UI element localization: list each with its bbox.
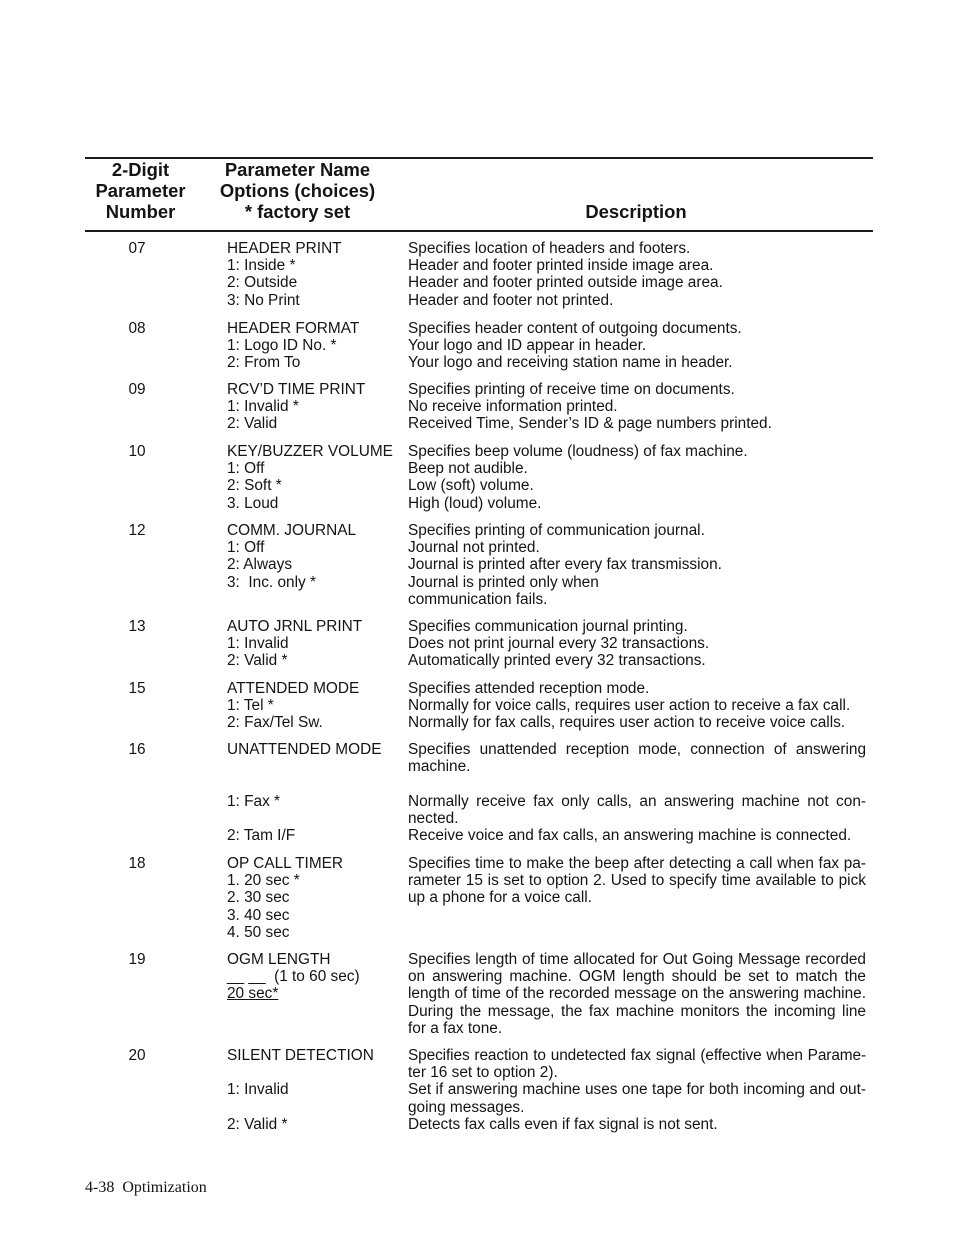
description-line: Specifies beep volume (loudness) of fax machine. <box>408 442 748 460</box>
option-line: 2: Always <box>227 556 293 574</box>
option-line: 1: Fax * <box>227 792 281 810</box>
option-line: AUTO JRNL PRINT <box>227 617 363 635</box>
description-line: Automatically printed every 32 transactions. <box>408 652 706 670</box>
parameter-description <box>408 240 866 310</box>
option-line: 2: Tam I/F <box>227 827 296 845</box>
option-line: 1: Invalid <box>227 1081 289 1099</box>
parameter-number: 08 <box>128 319 146 337</box>
description-line: length of time of the recorded message on the answering machine. <box>408 985 866 1003</box>
option-line: RCV’D TIME PRINT <box>227 380 366 398</box>
option-line: 2: From To <box>227 354 301 372</box>
option-line: OP CALL TIMER <box>227 854 344 872</box>
option-line: UNATTENDED MODE <box>227 740 382 758</box>
option-line: 4. 50 sec <box>227 924 290 942</box>
table-header-rule <box>85 230 873 232</box>
column-header-line: Number <box>105 200 176 222</box>
description-line: Header and footer printed outside image area. <box>408 274 723 292</box>
parameter-number: 19 <box>128 950 146 968</box>
description-line: Specifies communication journal printing. <box>408 617 688 635</box>
parameter-description <box>408 618 866 670</box>
description-line: No receive information printed. <box>408 397 618 415</box>
parameter-number: 12 <box>128 521 146 539</box>
parameter-number: 18 <box>128 854 146 872</box>
description-line: Your logo and receiving station name in header. <box>408 354 733 372</box>
description-line: rameter 15 is set to option 2. Used to specify time available to pick <box>408 871 866 889</box>
description-line: Header and footer printed inside image area. <box>408 256 714 274</box>
description-line: Header and footer not printed. <box>408 291 614 309</box>
description-line: for a fax tone. <box>408 1020 503 1038</box>
parameter-options <box>227 240 405 310</box>
parameter-description <box>408 680 866 732</box>
option-line: 2: Valid * <box>227 652 288 670</box>
option-line: COMM. JOURNAL <box>227 521 357 539</box>
parameter-options <box>227 443 405 513</box>
parameter-description <box>408 951 866 1038</box>
parameter-options <box>227 1047 405 1134</box>
description-line: ter 16 set to option 2). <box>408 1063 558 1081</box>
description-line: Normally for voice calls, requires user action to receive a fax call. <box>408 696 851 714</box>
parameter-description <box>408 855 866 907</box>
option-line: 1: Tel * <box>227 696 274 714</box>
description-line: Specifies time to make the beep after detecting a call when fax pa- <box>408 854 866 872</box>
column-header-description: Description <box>585 200 687 222</box>
option-line: 2: Outside <box>227 274 298 292</box>
option-line: ATTENDED MODE <box>227 679 360 697</box>
parameter-number: 15 <box>128 679 146 697</box>
parameter-description <box>408 381 866 433</box>
description-line: Specifies printing of communication journal. <box>408 521 705 539</box>
parameter-number: 10 <box>128 442 146 460</box>
option-line: 1: Inside * <box>227 256 296 274</box>
parameter-description <box>408 320 866 372</box>
table-top-rule <box>85 157 873 159</box>
parameter-description <box>408 443 866 513</box>
description-line: going messages. <box>408 1098 525 1116</box>
parameter-number: 13 <box>128 617 146 635</box>
option-line: 2. 30 sec <box>227 889 290 907</box>
description-line: nected. <box>408 810 459 828</box>
description-line: Does not print journal every 32 transactions. <box>408 634 710 652</box>
description-line: Specifies unattended reception mode, connection of answering <box>408 740 866 758</box>
column-header-line: Parameter Name <box>224 158 371 180</box>
parameter-number: 07 <box>128 239 146 257</box>
parameter-number: 20 <box>128 1046 146 1064</box>
description-line: Journal is printed only when <box>408 573 599 591</box>
option-line: 1: Off <box>227 538 265 556</box>
option-line: 1: Invalid <box>227 634 289 652</box>
option-line: SILENT DETECTION <box>227 1046 374 1064</box>
description-line: Low (soft) volume. <box>408 477 534 495</box>
description-line: Normally receive fax only calls, an answering machine not con- <box>408 792 866 810</box>
description-line: Specifies header content of outgoing documents. <box>408 319 742 337</box>
parameter-options <box>227 855 405 942</box>
option-line: HEADER FORMAT <box>227 319 360 337</box>
option-line: 2: Fax/Tel Sw. <box>227 714 323 732</box>
description-line: Your logo and ID appear in header. <box>408 336 647 354</box>
option-line: OGM LENGTH <box>227 950 331 968</box>
description-line: communication fails. <box>408 591 548 609</box>
option-line: 3: Inc. only * <box>227 573 316 591</box>
description-line: up a phone for a voice call. <box>408 889 592 907</box>
page-footer: 4-38 Optimization <box>85 1179 207 1196</box>
description-line: Specifies attended reception mode. <box>408 679 650 697</box>
description-line: Specifies location of headers and footers. <box>408 239 691 257</box>
option-line: 2: Valid <box>227 415 278 433</box>
description-line: Beep not audible. <box>408 459 528 477</box>
column-header-name-options <box>207 159 388 222</box>
parameter-options <box>227 618 405 670</box>
column-header-line: Parameter <box>95 179 186 201</box>
option-line: 3. 40 sec <box>227 906 290 924</box>
parameter-number: 16 <box>128 740 146 758</box>
parameter-options <box>227 320 405 372</box>
description-line: Specifies length of time allocated for Out Going Message recorded <box>408 950 866 968</box>
option-line: 3. Loud <box>227 494 279 512</box>
column-header-line: Options (choices) <box>219 179 376 201</box>
description-line: Receive voice and fax calls, an answering machine is connected. <box>408 827 852 845</box>
option-line: __ __ (1 to 60 sec) <box>227 967 360 985</box>
description-line: High (loud) volume. <box>408 494 542 512</box>
option-line: 3: No Print <box>227 291 300 309</box>
option-line: 1: Invalid * <box>227 397 299 415</box>
column-header-line: * factory set <box>244 200 351 222</box>
option-line: 2: Valid * <box>227 1116 288 1134</box>
parameter-options <box>227 381 405 433</box>
parameter-description <box>408 522 866 609</box>
parameter-description <box>408 1047 866 1134</box>
description-line: Received Time, Sender’s ID & page numbers printed. <box>408 415 772 433</box>
option-line: 1: Off <box>227 459 265 477</box>
description-line: Normally for fax calls, requires user action to receive voice calls. <box>408 714 846 732</box>
default-value: 20 sec* <box>227 985 279 1003</box>
parameter-description <box>408 741 866 845</box>
parameter-options <box>227 522 405 592</box>
column-header-number <box>81 159 201 222</box>
description-line: on answering machine. OGM length should be set to match the <box>408 967 866 985</box>
description-line: machine. <box>408 757 471 775</box>
description-line: During the message, the fax machine monitors the incoming line <box>408 1002 866 1020</box>
description-line: Specifies reaction to undetected fax signal (effective when Parame- <box>408 1046 866 1064</box>
option-line: 1: Logo ID No. * <box>227 336 337 354</box>
parameter-options <box>227 680 405 732</box>
column-header-line: 2-Digit <box>111 158 170 180</box>
option-line: HEADER PRINT <box>227 239 342 257</box>
option-line <box>227 985 405 1002</box>
option-line: 2: Soft * <box>227 477 282 495</box>
option-line: 1. 20 sec * <box>227 871 300 889</box>
description-line: Specifies printing of receive time on documents. <box>408 380 735 398</box>
description-line: Journal is printed after every fax transmission. <box>408 556 722 574</box>
parameter-options <box>227 741 405 845</box>
description-line: Journal not printed. <box>408 538 540 556</box>
parameter-number: 09 <box>128 380 146 398</box>
description-line: Set if answering machine uses one tape for both incoming and out- <box>408 1081 866 1099</box>
description-line: Detects fax calls even if fax signal is not sent. <box>408 1116 718 1134</box>
parameter-options <box>227 951 405 1003</box>
option-line: KEY/BUZZER VOLUME <box>227 442 393 460</box>
